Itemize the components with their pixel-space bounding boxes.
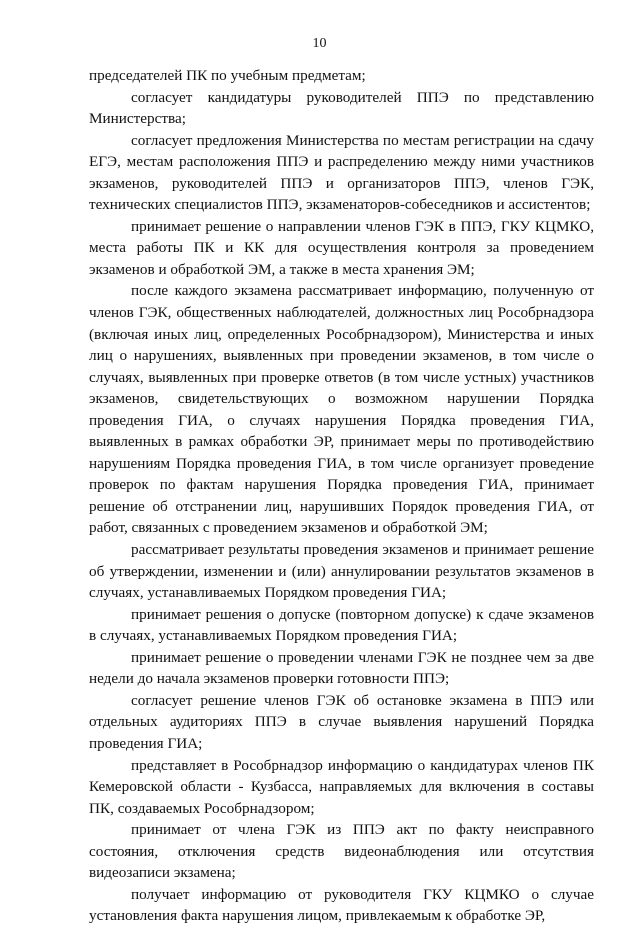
paragraph-12: получает информацию от руководителя ГКУ КЦМКО о случае установления факта нарушения лицом, привлекаемым к обработке ЭР, [89, 885, 594, 925]
paragraph-10: представляет в Рособрнадзор информацию о кандидатурах членов ПК Кемеровской области - Кузбасса, направляемых для включения в составы ПК, создаваемых Рособрнадзором; [89, 756, 594, 817]
paragraph-1: председателей ПК по учебным предметам; [89, 67, 366, 84]
paragraph-2: согласует кандидатуры руководителей ППЭ по представлению Министерства; [89, 88, 594, 128]
paragraph-4: принимает решение о направлении членов ГЭК в ППЭ, ГКУ КЦМКО, места работы ПК и КК для осуществления контроля за проведением экзаменов и обработкой ЭМ, а также в места хранения ЭМ; [89, 217, 594, 278]
paragraph-9: согласует решение членов ГЭК об остановке экзамена в ППЭ или отдельных аудиториях ППЭ в случае выявления нарушений Порядка проведения ГИА; [89, 691, 594, 752]
paragraph-3: согласует предложения Министерства по местам регистрации на сдачу ЕГЭ, местам расположения ППЭ и распределению между ними участников экзаменов, руководителей ППЭ и организаторов ППЭ, членов ГЭК, технических специалистов ППЭ, экзаменаторов-собеседников и ассистентов; [89, 131, 594, 214]
paragraph-8: принимает решение о проведении членами ГЭК не позднее чем за две недели до начала экзаменов проверки готовности ППЭ; [89, 648, 594, 688]
document-body [89, 65, 594, 927]
paragraph-6: рассматривает результаты проведения экзаменов и принимает решение об утверждении, изменении и (или) аннулировании результатов экзаменов в случаях, устанавливаемых Порядком проведения ГИА; [89, 541, 594, 602]
paragraph-7: принимает решения о допуске (повторном допуске) к сдаче экзаменов в случаях, устанавливаемых Порядком проведения ГИА; [89, 605, 594, 645]
page-number: 10 [312, 36, 327, 51]
paragraph-11: принимает от члена ГЭК из ППЭ акт по факту неисправного состояния, отключения средств видеонаблюдения или отсутствия видеозаписи экзамена; [89, 821, 594, 882]
paragraph-5: после каждого экзамена рассматривает информацию, полученную от членов ГЭК, общественных наблюдателей, должностных лиц Рособрнадзора (включая иных лиц, определенных Рособрнадзором), Министерства и иных лиц о нарушениях, выявленных при проведении экзаменов, в том числе о случаях, выявленных при проверке ответов (в том числе устных) участников экзаменов, свидетельствующих о возможном нарушении Порядка проведения ГИА, о случаях нарушения Порядка проведения ГИА, выявленных в рамках обработки ЭР, принимает меры по противодействию нарушениям Порядка проведения ГИА, в том числе организует проведение проверок по фактам нарушения Порядка проведения ГИА, принимает решение об отстранении лиц, нарушивших Порядок проведения ГИА, от работ, связанных с проведением экзаменов и обработкой ЭМ; [89, 282, 594, 537]
